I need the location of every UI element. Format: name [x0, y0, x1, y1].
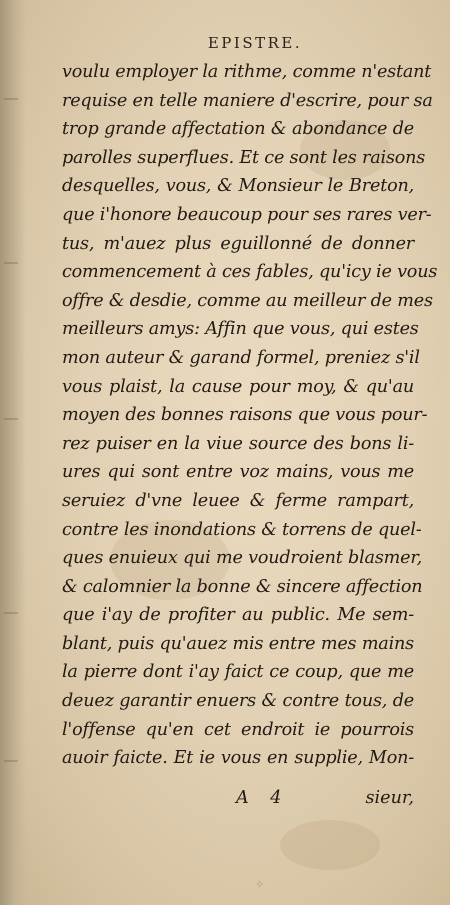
text-line: l'offense qu'en cet endroit ie pourrois: [62, 719, 414, 740]
text-line: offre & desdie, comme au meilleur de mes: [62, 290, 433, 311]
text-line: voulu employer la rithme, comme n'estant: [62, 62, 432, 82]
text-line: vous plaist, la cause pour moy, & qu'au: [62, 376, 414, 397]
text-line: ures qui sont entre voz mains, vous me: [62, 462, 414, 483]
ink-bleed-mark: [4, 760, 18, 762]
text-line: mon auteur & garand formel, preniez s'il: [62, 347, 420, 368]
ink-bleed-mark: [4, 612, 18, 614]
faint-ornament-icon: ✧: [255, 878, 265, 891]
text-line: rez puiser en la viue source des bons li-: [62, 433, 414, 454]
ink-bleed-mark: [4, 418, 18, 420]
ink-bleed-mark: [4, 262, 18, 264]
body-text: [62, 58, 438, 773]
text-line: seruiez d'vne leuee & ferme rampart,: [62, 490, 414, 511]
paper-stain: [280, 820, 380, 870]
text-line: trop grande affectation & abondance de: [62, 119, 414, 140]
text-line: moyen des bonnes raisons que vous pour-: [62, 405, 428, 426]
text-line: tus, m'auez plus eguillonné de donner: [62, 233, 414, 254]
text-line: ques enuieux qui me voudroient blasmer,: [62, 548, 423, 569]
catch-line: [62, 788, 414, 816]
text-line: requise en telle maniere d'escrire, pour sa: [62, 90, 433, 111]
text-line: deuez garantir enuers & contre tous, de: [62, 691, 414, 712]
text-line: desquelles, vous, & Monsieur le Breton,: [62, 176, 414, 197]
text-line: commencement à ces fables, qu'icy ie vous: [62, 262, 438, 283]
text-line: blant, puis qu'auez mis entre mes mains: [62, 633, 414, 654]
text-line: auoir faicte. Et ie vous en supplie, Mon-: [62, 748, 414, 769]
text-line: la pierre dont i'ay faict ce coup, que me: [62, 662, 414, 683]
text-line: que i'honore beaucoup pour ses rares ver-: [62, 204, 432, 225]
binding-gutter: [0, 0, 26, 905]
text-line: parolles superflues. Et ce sont les raisons: [62, 147, 426, 168]
text-line: & calomnier la bonne & sincere affection: [62, 576, 423, 597]
running-head: EPISTRE.: [207, 34, 303, 52]
text-line: meilleurs amys: Affin que vous, qui estes: [62, 319, 419, 340]
signature-mark: A 4: [236, 788, 290, 808]
text-line: que i'ay de profiter au public. Me sem-: [62, 605, 414, 626]
catchword: sieur,: [365, 788, 414, 808]
text-line: contre les inondations & torrens de quel-: [62, 519, 422, 540]
ink-bleed-mark: [4, 98, 18, 100]
